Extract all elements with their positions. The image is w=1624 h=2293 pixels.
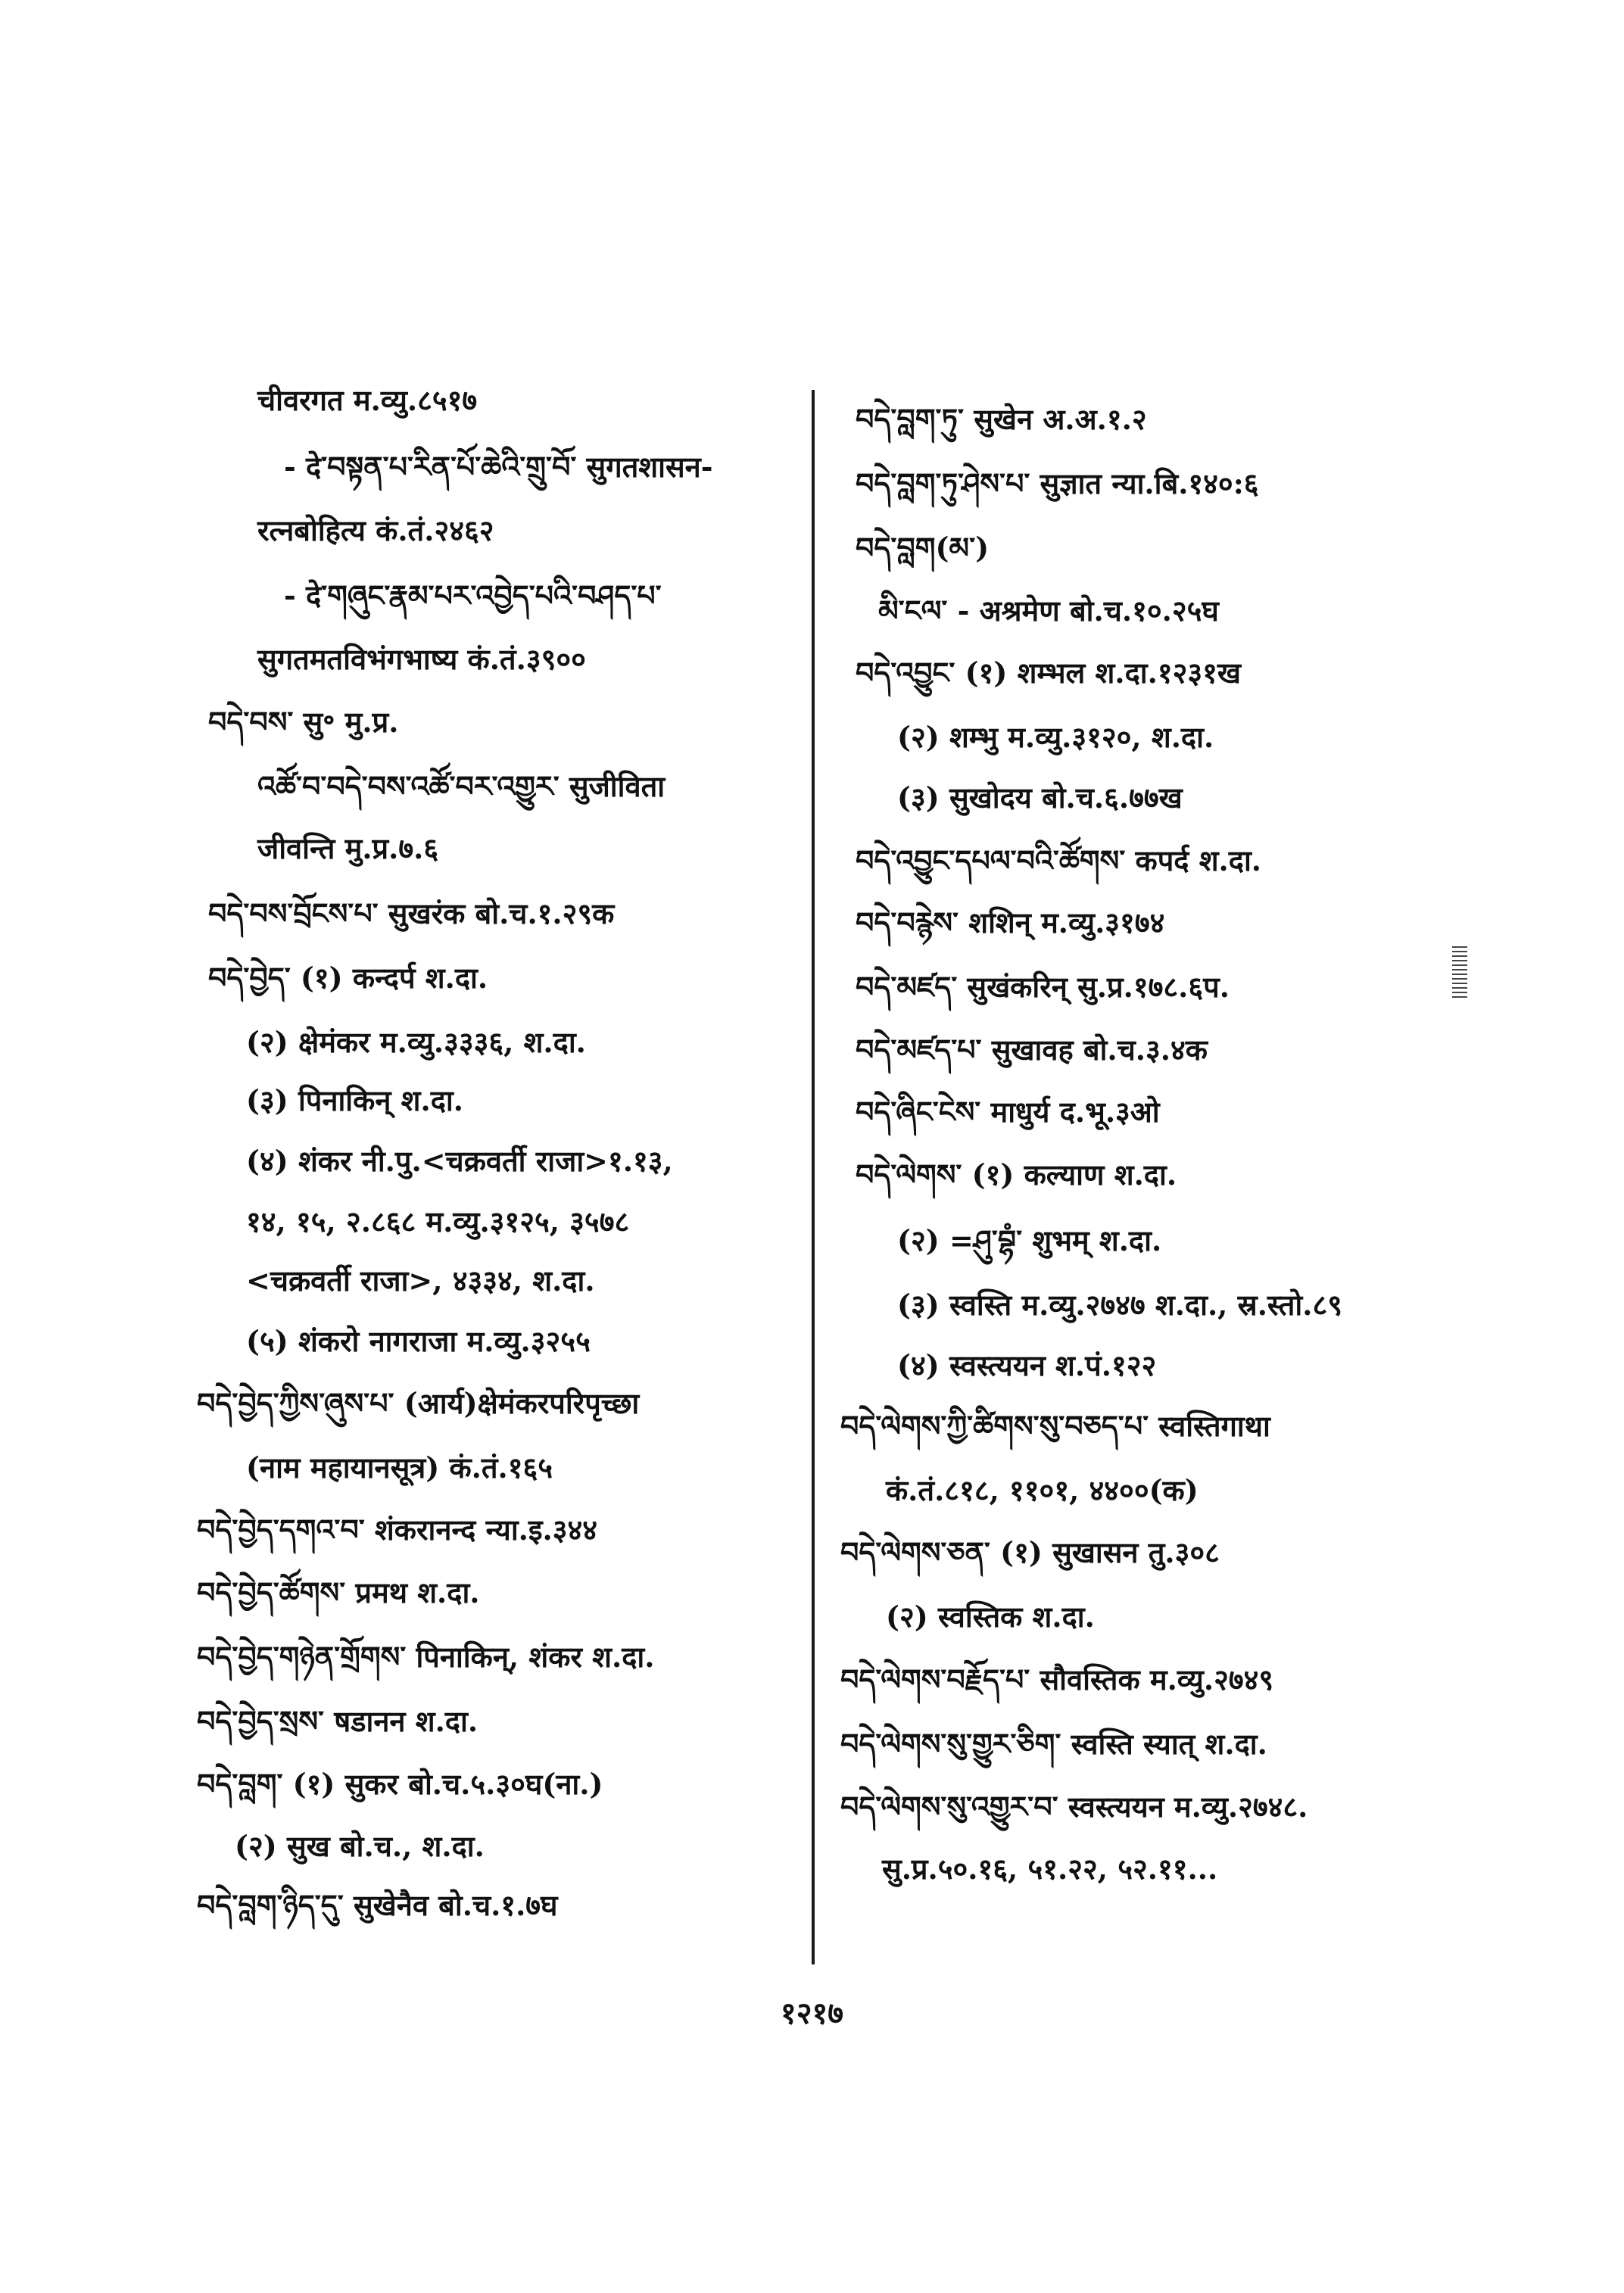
entry-line: བདེ་བྱེད་ (१) कन्दर्प श.दा. <box>208 961 488 995</box>
entry-line: (३) पिनाकिन् श.दा. <box>246 1083 463 1117</box>
entry-line: (२) सुख बो.च., श.दा. <box>235 1829 485 1863</box>
entry-line: (नाम महायानसूत्र) कं.तं.१६५ <box>246 1450 553 1485</box>
entry-line: བདེ་བླག་ཏུ་ सुखेन अ.अ.१.२ <box>856 402 1147 436</box>
entry-line: (४) शंकर नी.पु.<चक्रवर्ती राजा>१.१३, <box>246 1144 673 1178</box>
entry-line: (२) स्वस्तिक श.दा. <box>886 1600 1095 1634</box>
entry-line: (२) क्षेमंकर म.व्यु.३३३६, श.दा. <box>246 1025 586 1059</box>
entry-line: བདེ་བྱེད་གཉེན་གྲོགས་ पिनाकिन्, शंकर श.दा. <box>197 1640 655 1674</box>
entry-line: བདེ་མཛད་པ་ सुखावह बो.च.३.४क <box>856 1033 1208 1067</box>
entry-line: १४, १५, २.८६८ म.व्यु.३१२५, ३५७८ <box>246 1204 630 1238</box>
entry-line: - दे་གཞུང་རྣམ་པར་འབྱེད་པའི་བཤད་པ་ <box>284 578 662 612</box>
entry-line: བདེ་བླག་ཉིད་དུ་ सुखेनैव बो.च.१.७घ <box>197 1888 558 1922</box>
entry-line: བདེ་བྱེད་སྲས་ षडानन श.दा. <box>197 1704 478 1738</box>
page-number: १२१७ <box>780 1995 844 2031</box>
entry-line: བདེ་ལེགས་བརྗོད་པ་ सौवस्तिक म.व्यु.२७४९ <box>840 1662 1274 1696</box>
column-divider <box>812 390 815 1964</box>
entry-line: བདེ་བླག་ (१) सुकर बो.च.५.३०घ(ना.) <box>197 1767 603 1801</box>
entry-line: (२) =ཤུ་བྷཾ་ शुभम् श.दा. <box>897 1223 1162 1257</box>
entry-line: (२) शम्भु म.व्यु.३१२०, श.दा. <box>897 720 1214 754</box>
entry-line: सु.प्र.५०.१६, ५१.२२, ५२.११... <box>882 1852 1218 1886</box>
entry-line: (३) स्वस्ति म.व्यु.२७४७ श.दा., स्र.स्तो.८९ <box>897 1288 1342 1322</box>
entry-line: བདེ་བས་བྲོངས་པ་ सुखरंक बो.च.१.२९क <box>208 896 615 930</box>
entry-line: བདེ་འབྱུང་དཔལ་བའི་ཚོགས་ कपर्द श.दा. <box>856 843 1262 877</box>
entry-line: བདེ་བླག་ཏུ་ཤེས་པ་ सुज्ञात न्या.बि.१४०:६ <box>856 466 1259 500</box>
entry-line: བདེ་ཞིང་ངེས་ माधुर्य द.भू.३ओ <box>856 1095 1160 1129</box>
entry-line: བདེ་བླག(མ་) <box>856 531 990 565</box>
entry-line: མི་ངལ་ - अश्रमेण बो.च.१०.२५घ <box>878 594 1219 628</box>
entry-line: བདེ་ལེགས་ཅན་ (१) सुखासन तु.३०८ <box>840 1535 1220 1569</box>
entry-line: कं.तं.८१८, ११०१, ४४००(क) <box>886 1473 1199 1507</box>
entry-line: བདེ་ལེགས་སུ་འགྱུར་བ་ स्वस्त्ययन म.व्यु.२७४८. <box>840 1790 1308 1824</box>
entry-line: བདེ་འབྱུང་ (१) शम्भल श.दा.१२३१ख <box>856 656 1241 690</box>
entry-line: བདེ་བས་ सु॰ मु.प्र. <box>208 705 399 739</box>
entry-line: བདེ་མཛད་ सुखंकरिन् सु.प्र.१७८.६प. <box>856 970 1230 1004</box>
entry-line: रत्नबोहित्य कं.तं.२४६२ <box>257 513 494 547</box>
entry-line: जीवन्ति मु.प्र.७.६ <box>257 831 439 865</box>
entry-line: བདེ་ལེགས་སུ་གྱུར་ཅིག་ स्वस्ति स्यात् श.दा. <box>840 1727 1267 1761</box>
entry-line: འཚོ་བ་བདེ་བས་འཚོ་བར་འགྱུར་ सुजीविता <box>257 769 665 803</box>
entry-line: བདེ་བྱེད་དགའ་བ་ शंकरानन्द न्या.इ.३४४ <box>197 1513 598 1547</box>
entry-line: - दे་བསྟན་པ་རིན་པོ་ཆེའི་གྲུ་བོ་ सुगतशासन- <box>284 450 713 484</box>
entry-line: <चक्रवर्ती राजा>, ४३३४, श.दा. <box>246 1263 595 1298</box>
entry-line: བདེ་ལེགས་ཀྱི་ཚིགས་སུ་བཅད་པ་ स्वस्तिगाथा <box>840 1409 1270 1443</box>
margin-mark <box>1452 946 1467 998</box>
entry-line: བདེ་བྱེད་ཀྱིས་ཞུས་པ་ (आर्य)क्षेमंकरपरिपृच्छा <box>197 1386 640 1420</box>
entry-line: चीवरगत म.व्यु.८५१७ <box>257 383 478 417</box>
entry-line: བདེ་བྱེད་ཚོགས་ प्रमथ श.दा. <box>197 1575 480 1609</box>
entry-line: བདེ་ལེགས་ (१) कल्याण श.दा. <box>856 1157 1177 1192</box>
entry-line: བདེ་བརྙེས་ शशिन् म.व्यु.३१७४ <box>856 905 1165 939</box>
entry-line: सुगतमतविभंगभाष्य कं.तं.३९०० <box>257 642 586 676</box>
entry-line: (५) शंकरो नागराजा म.व्यु.३२५५ <box>246 1324 591 1358</box>
entry-line: (४) स्वस्त्ययन श.पं.१२२ <box>897 1348 1157 1382</box>
entry-line: (३) सुखोदय बो.च.६.७७ख <box>897 780 1183 815</box>
